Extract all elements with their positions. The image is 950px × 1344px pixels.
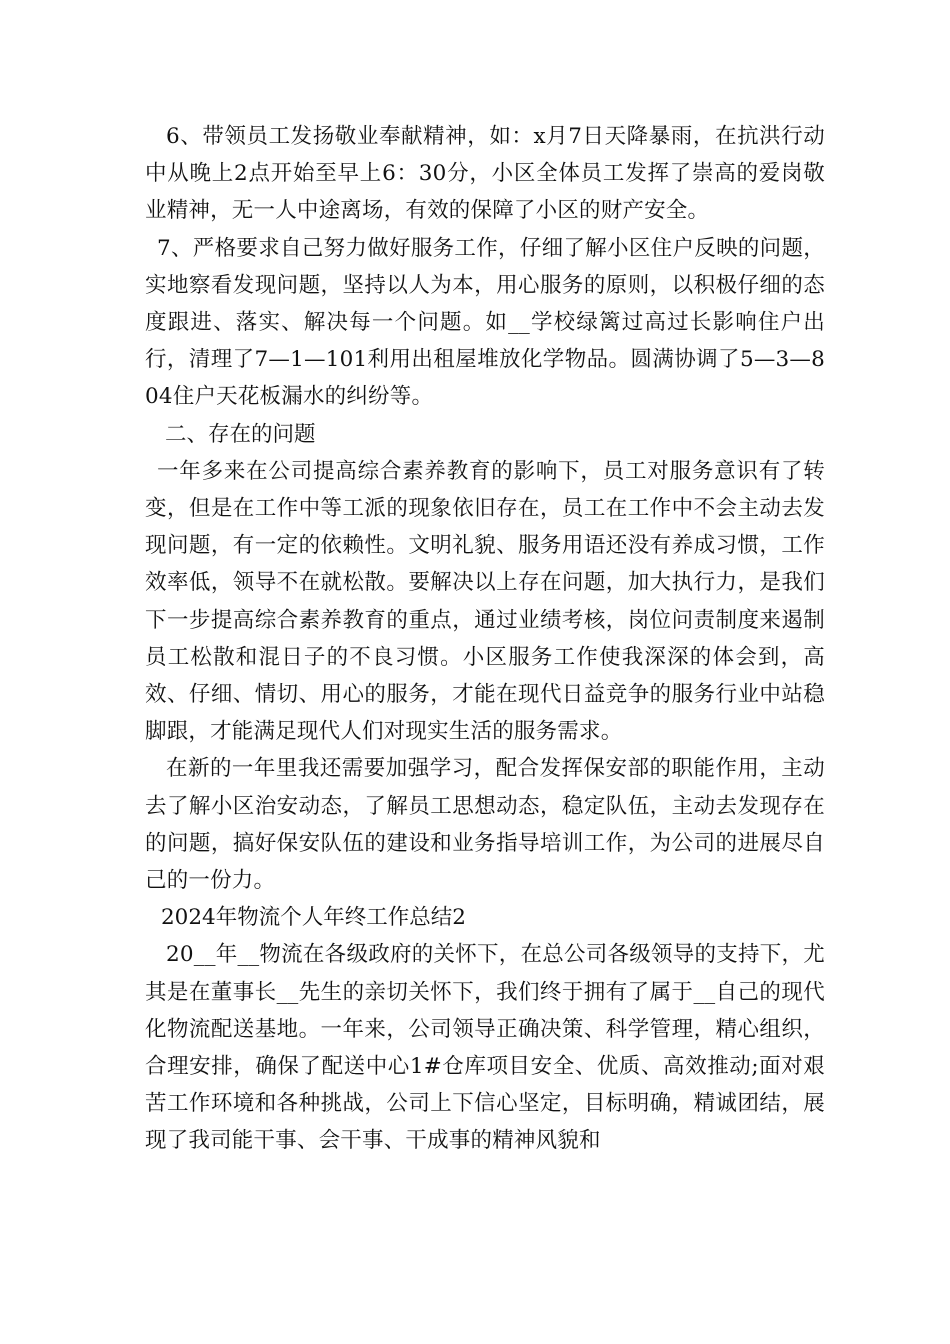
article-title-2: 2024年物流个人年终工作总结2 xyxy=(161,905,466,931)
paragraph-item-7: 7、严格要求自己努力做好服务工作，仔细了解小区住户反映的问题，实地察看发现问题，坚持以人为本，用心服务的原则，以积极仔细的态度跟进、落实、解决每一个问题。如__学校绿篱过高过长影响住户出行，清理了7—1—101利用出租屋堆放化学物品。圆满协调了5—3—804住户天花板漏水的纠纷等。 xyxy=(145,235,825,410)
paragraph-item-6: 6、带领员工发扬敬业奉献精神，如：x月7日天降暴雨，在抗洪行动中从晚上2点开始至早上6：30分，小区全体员工发挥了崇高的爱岗敬业精神，无一人中途离场，有效的保障了小区的财产安全。 xyxy=(145,124,825,224)
paragraph-new-year: 在新的一年里我还需要加强学习，配合发挥保安部的职能作用，主动去了解小区治安动态，了解员工思想动态，稳定队伍，主动去发现存在的问题，搞好保安队伍的建设和业务指导培训工作，为公司的进展尽自己的一份力。 xyxy=(145,756,825,894)
paragraph-logistics: 20__年__物流在各级政府的关怀下，在总公司各级领导的支持下，尤其是在董事长__先生的亲切关怀下，我们终于拥有了属于__自己的现代化物流配送基地。一年来，公司领导正确决策、科学管理，精心组织，合理安排，确保了配送中心1#仓库项目安全、优质、高效推动;面对艰苦工作环境和各种挑战，公司上下信心坚定，目标明确，精诚团结，展现了我司能干事、会干事、干成事的精神风貌和 xyxy=(145,942,825,1154)
document-page xyxy=(145,118,825,1160)
section-heading-problems: 二、存在的问题 xyxy=(165,421,316,447)
paragraph-problems: 一年多来在公司提高综合素养教育的影响下，员工对服务意识有了转变，但是在工作中等工派的现象依旧存在，员工在工作中不会主动去发现问题，有一定的依赖性。文明礼貌、服务用语还没有养成习惯，工作效率低，领导不在就松散。要解决以上存在问题，加大执行力，是我们下一步提高综合素养教育的重点，通过业绩考核，岗位问责制度来遏制员工松散和混日子的不良习惯。小区服务工作使我深深的体会到，高效、仔细、情切、用心的服务，才能在现代日益竞争的服务行业中站稳脚跟，才能满足现代人们对现实生活的服务需求。 xyxy=(145,458,825,745)
